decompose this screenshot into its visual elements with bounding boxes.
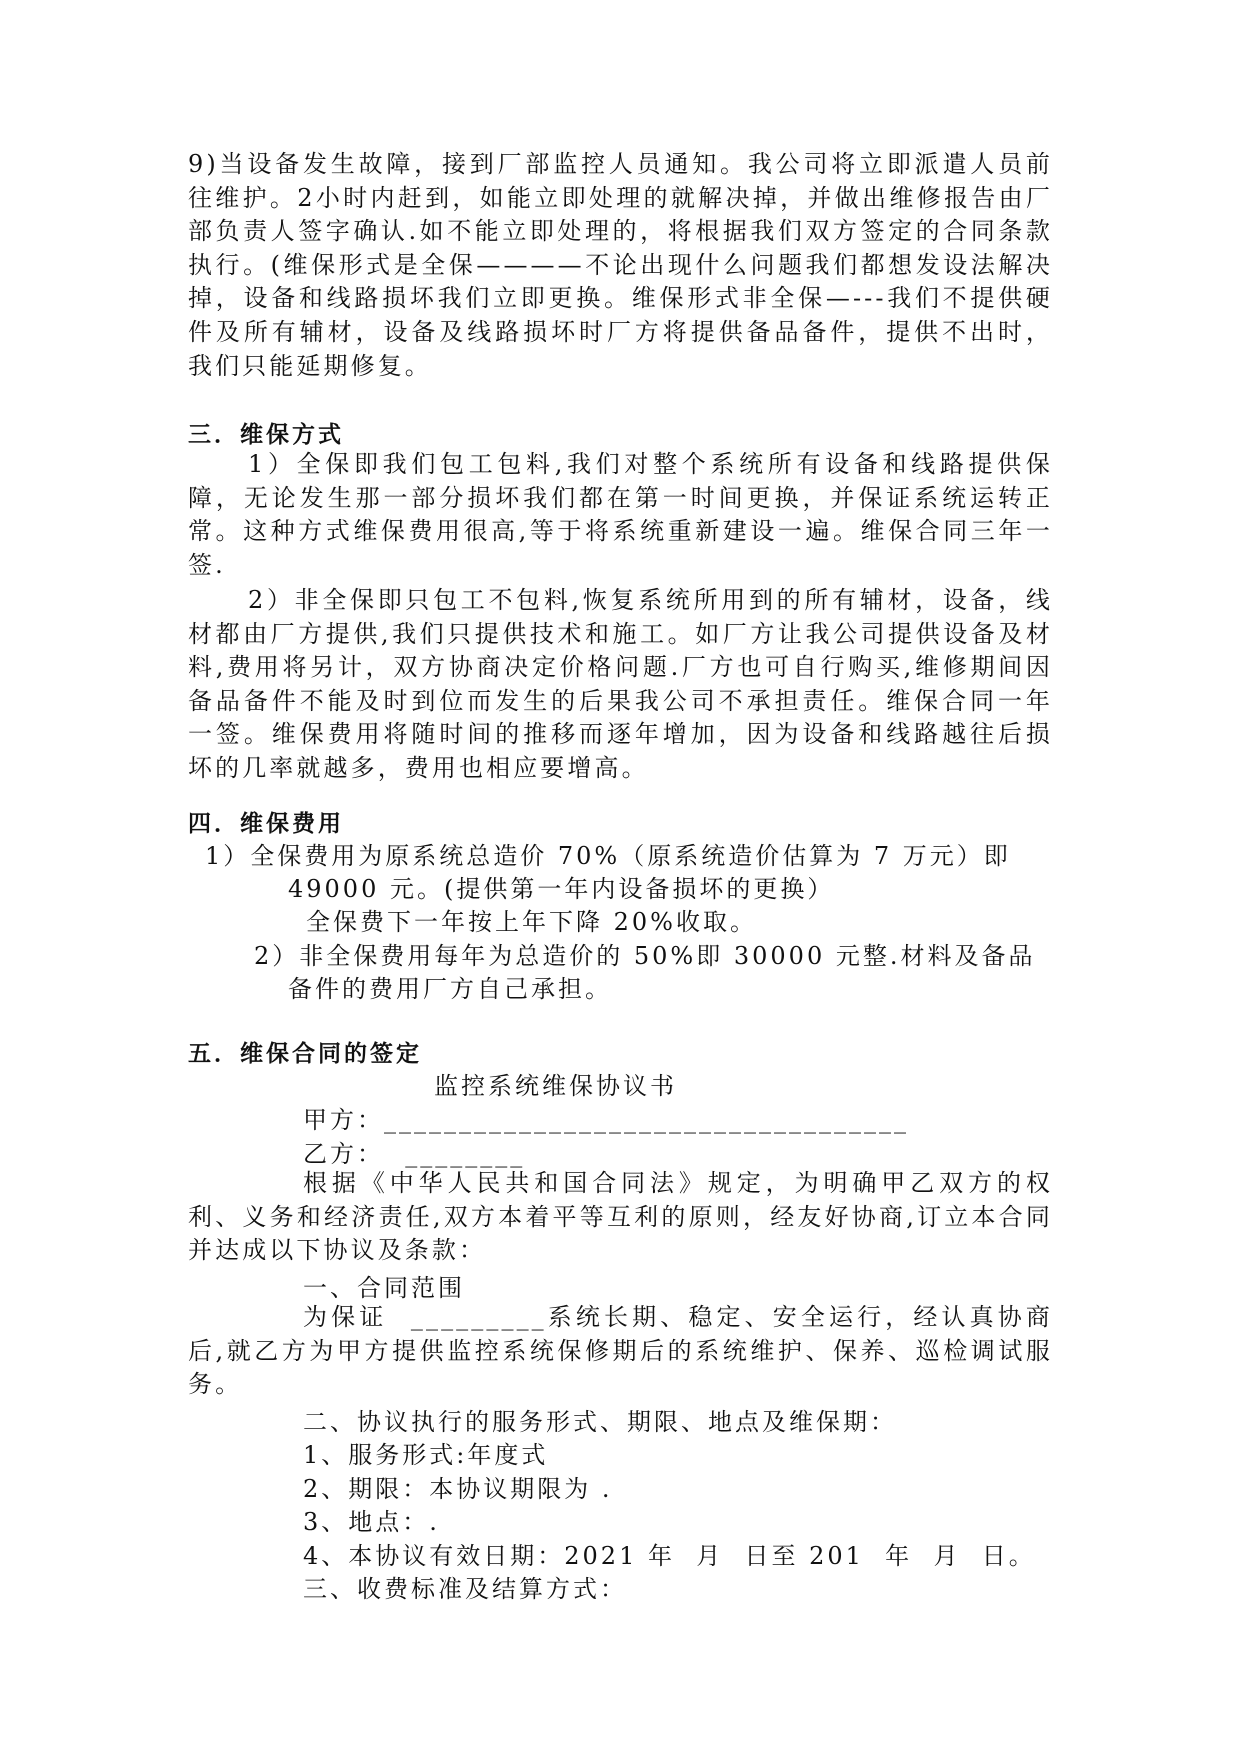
paragraph-9: 9)当设备发生故障，接到厂部监控人员通知。我公司将立即派遣人员前往维护。2小时内赶到，如能立即处理的就解决掉，并做出维修报告由厂部负责人签字确认.如不能立即处理的，将根据我们双方签定的合同条款执行。(维保形式是全保————不论出现什么问题我们都想发设法解决掉，设备和线路损坏我们立即更换。维保形式非全保—---我们不提供硬件及所有辅材，设备及线路损坏时厂方将提供备品备件，提供不出时，我们只能延期修复。 <box>188 150 1053 380</box>
fee-item-1-line-3: 全保费下一年按上年下降 20%收取。 <box>306 908 757 936</box>
fee-item-2-line-2: 备件的费用厂方自己承担。 <box>288 975 612 1003</box>
party-b-line: 乙方： ________ <box>303 1140 526 1168</box>
section-3-item-2: 2）非全保即只包工不包料,恢复系统所用到的所有辅材，设备，线材都由厂方提供,我们只提供技术和施工。如厂方让我公司提供设备及材料,费用将另计，双方协商决定价格问题.厂方也可自行购买,维修期间因备品备件不能及时到位而发生的后果我公司不承担责任。维保合同一年一签。维保费用将随时间的推移而逐年增加，因为设备和线路越往后损坏的几率就越多，费用也相应要增高。 <box>188 586 1053 782</box>
agreement-intro: 根据《中华人民共和国合同法》规定，为明确甲乙双方的权利、义务和经济责任,双方本着平等互利的原则，经友好协商,订立本合同并达成以下协议及条款： <box>188 1169 1053 1265</box>
scope-heading: 一、合同范围 <box>303 1274 465 1302</box>
term-location: 3、地点：. <box>303 1508 440 1536</box>
section-3-item-1: 1）全保即我们包工包料,我们对整个系统所有设备和线路提供保障，无论发生那一部分损坏我们都在第一时间更换，并保证系统运转正常。这种方式维保费用很高,等于将系统重新建设一遍。维保合同三年一签. <box>188 450 1053 579</box>
fee-item-1-line-2: 49000 元。(提供第一年内设备损坏的更换） <box>288 875 835 903</box>
scope-text: 为保证 _________系统长期、稳定、安全运行，经认真协商后,就乙方为甲方提供监控系统保修期后的系统维护、保养、巡检调试服务。 <box>188 1303 1053 1399</box>
fee-item-2-line-1: 2）非全保费用每年为总造价的 50%即 30000 元整.材料及备品 <box>254 942 1036 970</box>
fee-item-1-line-1: 1）全保费用为原系统总造价 70%（原系统造价估算为 7 万元）即 <box>205 842 1011 870</box>
party-a-line: 甲方：___________________________________ <box>303 1106 909 1134</box>
section-4-heading: 四．维保费用 <box>188 811 344 837</box>
term-effective-date: 4、本协议有效日期：2021 年 月 日至 201 年 月 日。 <box>303 1542 1036 1570</box>
term-service-form: 1、服务形式:年度式 <box>303 1441 549 1469</box>
terms-heading: 二、协议执行的服务形式、期限、地点及维保期： <box>303 1408 897 1436</box>
section-5-heading: 五．维保合同的签定 <box>188 1041 422 1067</box>
fees-heading: 三、收费标准及结算方式： <box>303 1575 627 1603</box>
section-3-heading: 三．维保方式 <box>188 422 344 448</box>
term-period: 2、期限：本协议期限为 . <box>303 1475 613 1503</box>
agreement-title: 监控系统维保协议书 <box>434 1072 677 1100</box>
